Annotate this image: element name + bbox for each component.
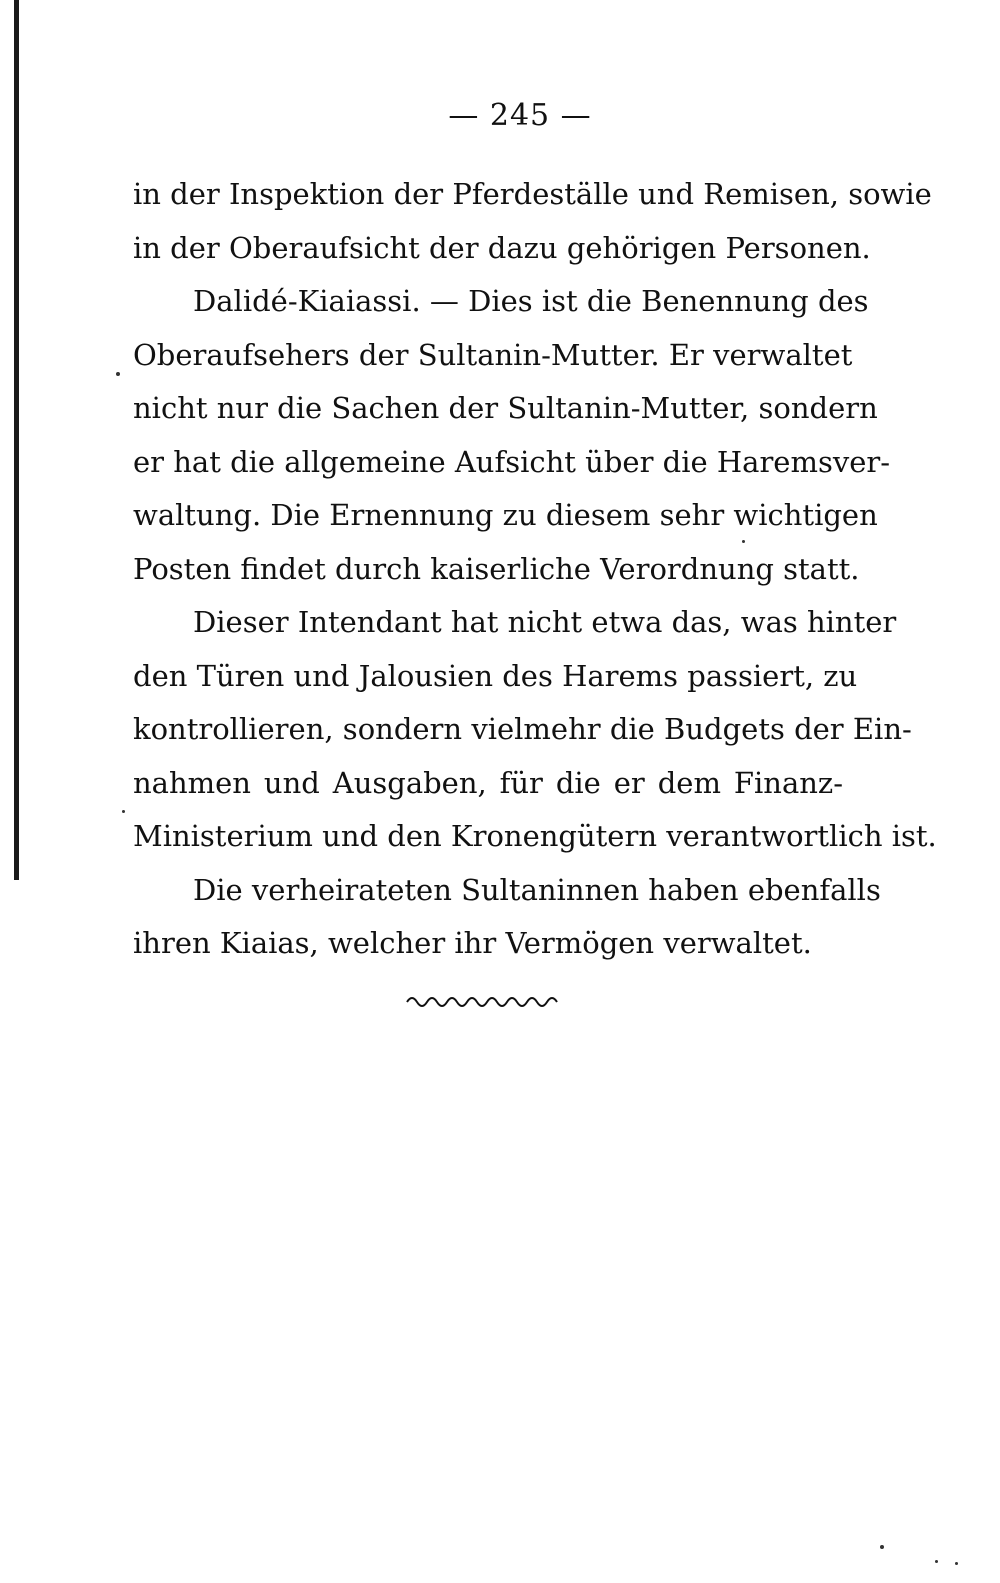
scan-speck — [122, 810, 125, 813]
text-line: nahmen und Ausgaben, für die er dem Finanz- — [133, 765, 843, 800]
scan-speck — [935, 1560, 938, 1563]
text-line: er hat die allgemeine Aufsicht über die Haremsver- — [133, 444, 891, 479]
scan-speck — [742, 540, 745, 543]
end-ornament-tilde-line — [405, 990, 565, 1010]
text-line: Dieser Intendant hat nicht etwa das, was hinter — [193, 605, 897, 639]
text-line: Die verheirateten Sultaninnen haben ebenfalls — [193, 872, 881, 907]
text-line: waltung. Die Ernennung zu diesem sehr wichtigen — [133, 498, 878, 532]
text-line: ihren Kiaias, welcher ihr Vermögen verwaltet. — [133, 926, 812, 960]
text-line: kontrollieren, sondern vielmehr die Budgets der Ein- — [133, 712, 912, 746]
text-line: Dalidé-Kiaiassi. — Dies ist die Benennung des — [193, 284, 869, 318]
page-number: — 245 — — [448, 98, 592, 133]
text-line: Posten findet durch kaiserliche Verordnung statt. — [133, 551, 860, 586]
text-line: Ministerium und den Kronengütern verantwortlich ist. — [133, 819, 937, 853]
text-line: den Türen und Jalousien des Harems passiert, zu — [133, 658, 858, 693]
body-text — [133, 168, 937, 971]
scan-speck — [116, 372, 120, 376]
text-line: Oberaufsehers der Sultanin-Mutter. Er verwaltet — [133, 337, 853, 372]
text-line: nicht nur die Sachen der Sultanin-Mutter, sondern — [133, 391, 878, 425]
text-line: in der Oberaufsicht der dazu gehörigen Personen. — [133, 230, 871, 265]
scan-speck — [880, 1545, 884, 1549]
scan-speck — [955, 1562, 958, 1565]
text-line: in der Inspektion der Pferdeställe und Remisen, sowie — [133, 177, 932, 211]
